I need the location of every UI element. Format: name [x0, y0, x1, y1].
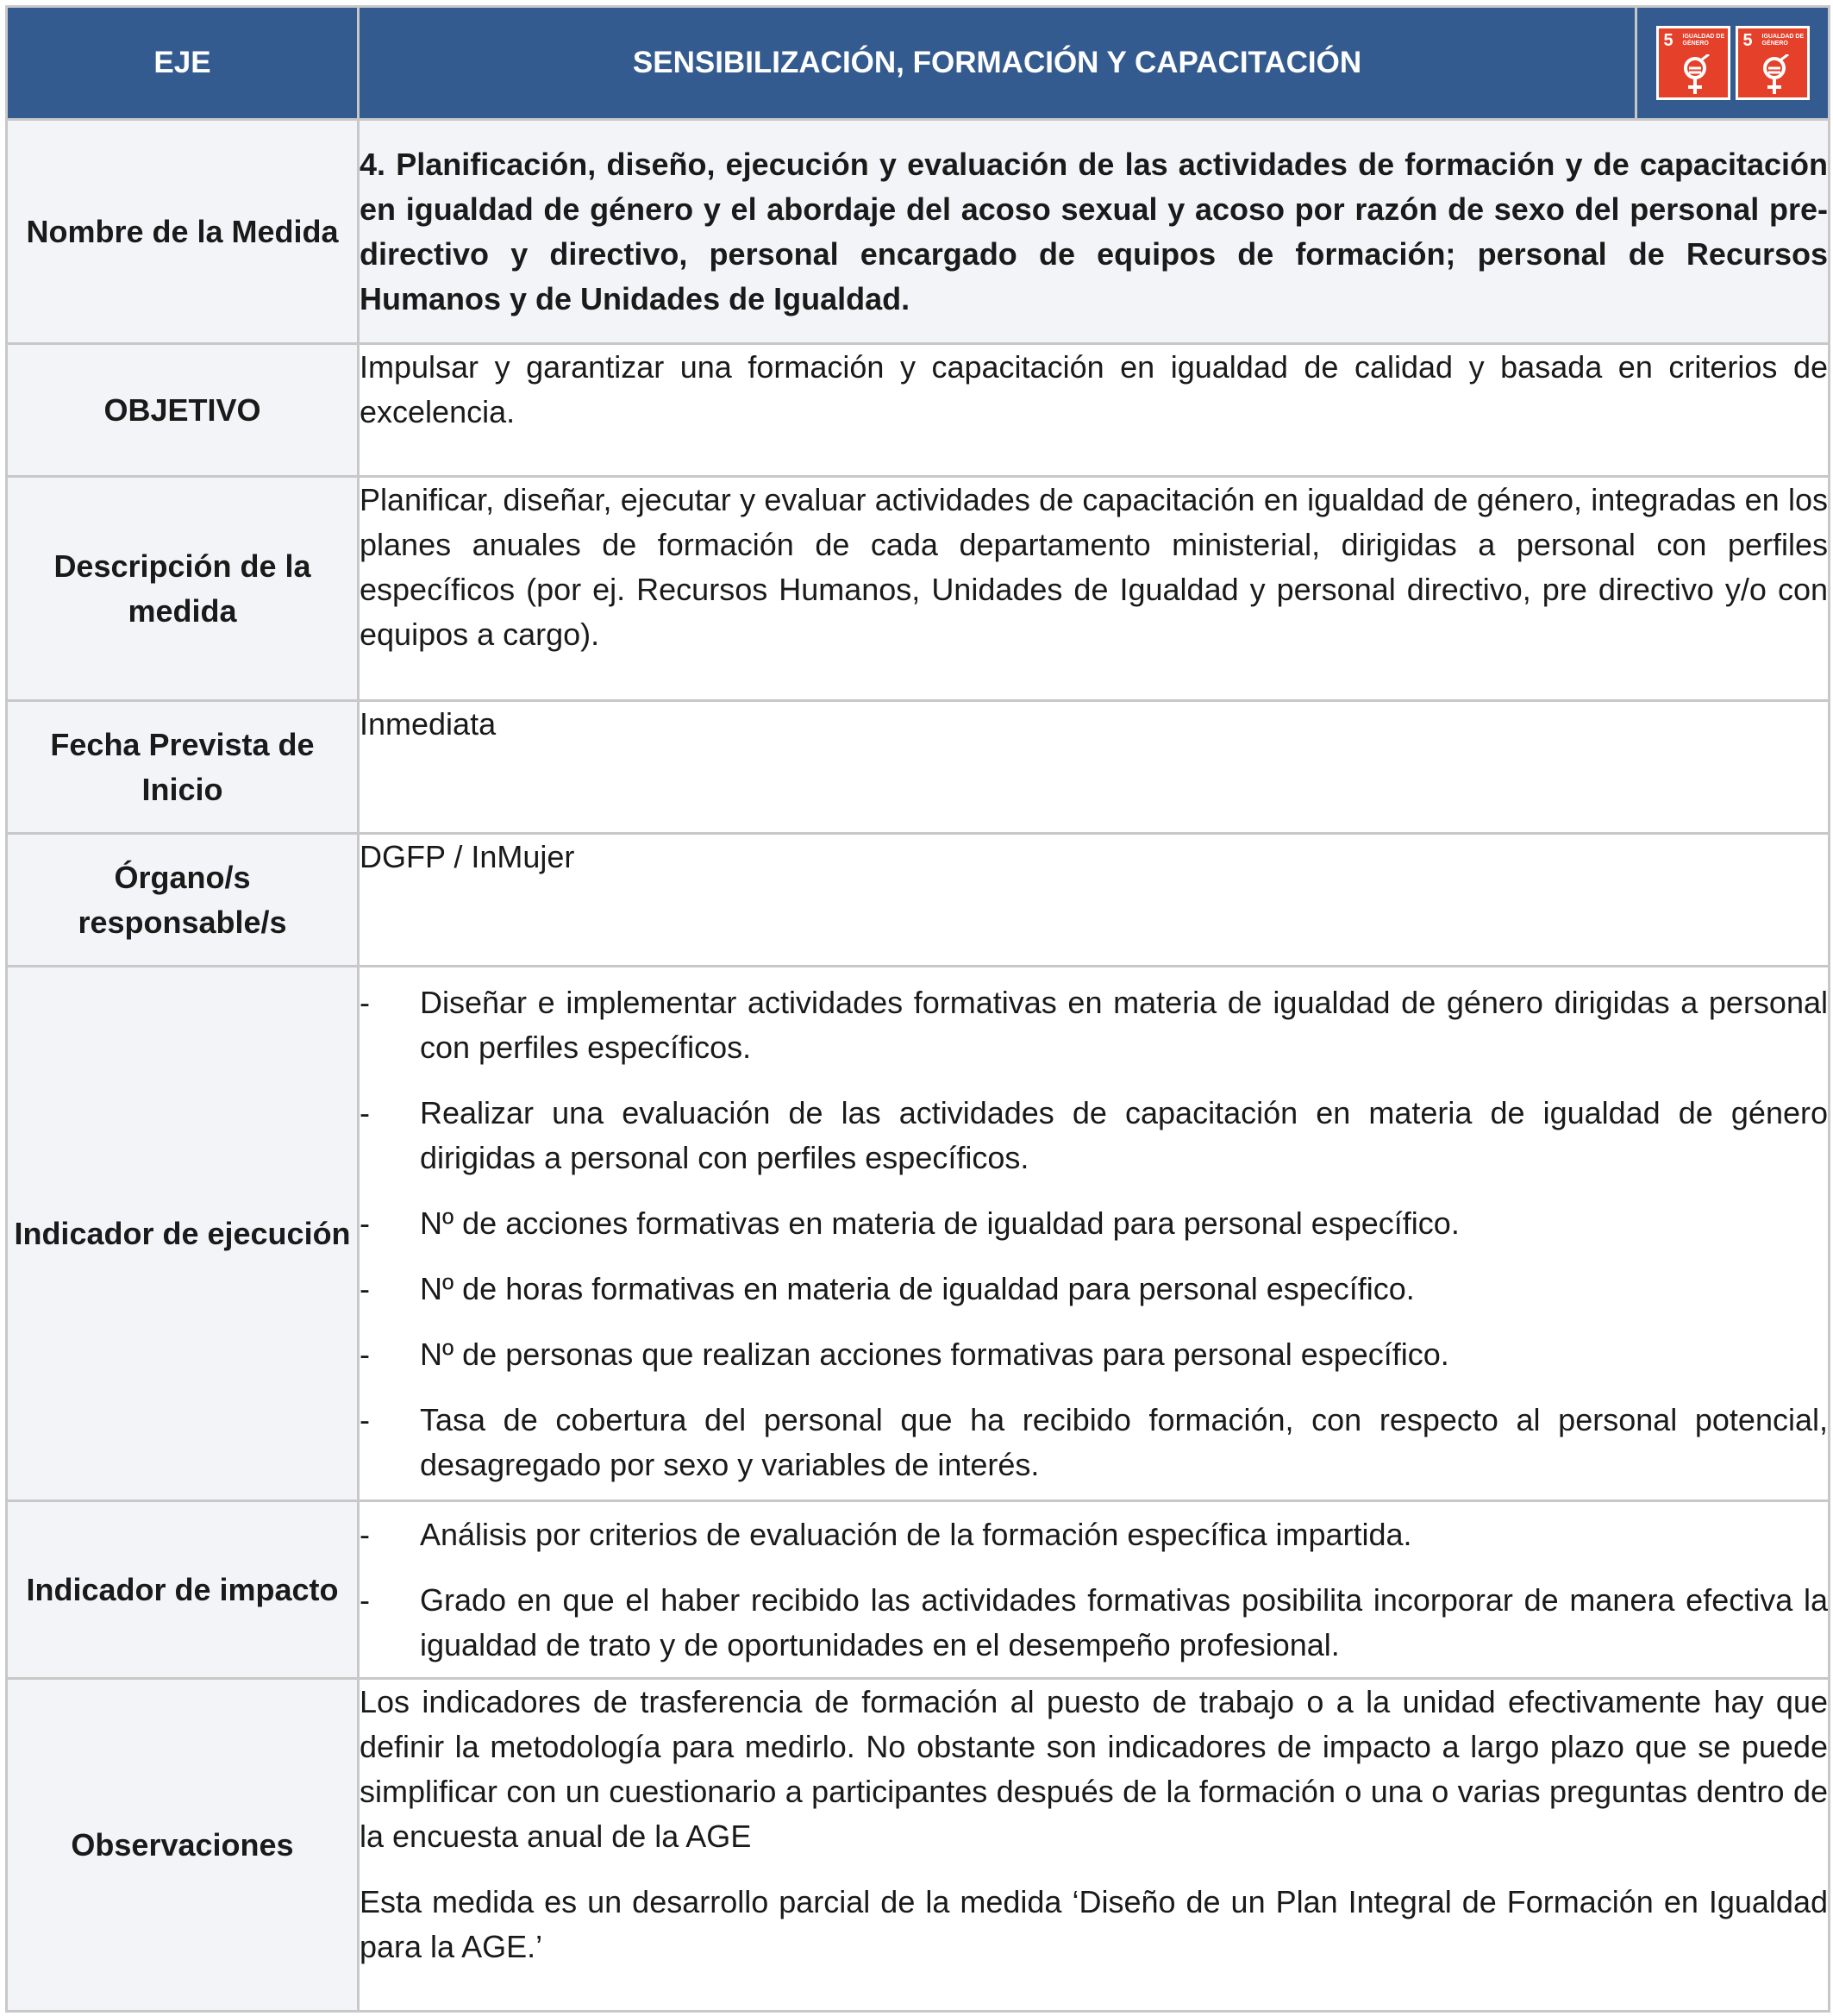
- list-item: - Nº de acciones formativas en materia de igualdad para personal específico.: [360, 1201, 1828, 1246]
- list-item: - Tasa de cobertura del personal que ha recibido formación, con respecto al personal potencial, desagregado por sexo y variables de interés.: [360, 1398, 1828, 1487]
- sdg-5-logo: [1736, 26, 1810, 100]
- list-item: - Análisis por criterios de evaluación de la formación específica impartida.: [360, 1512, 1828, 1557]
- description-text: Planificar, diseñar, ejecutar y evaluar actividades de capacitación en igualdad de género, integradas en los planes anuales de formación de cada departamento ministerial, dirigidas a personal con perfiles específicos (por ej. Recursos Humanos, Unidades de Igualdad y personal directivo, pre directivo y/o con equipos a cargo).: [359, 477, 1830, 701]
- row-label: Indicador de ejecución: [7, 967, 359, 1501]
- row-label: Indicador de impacto: [7, 1501, 359, 1679]
- list-item: - Nº de horas formativas en materia de igualdad para personal específico.: [360, 1267, 1828, 1312]
- list-item: - Grado en que el haber recibido las actividades formativas posibilita incorporar de manera efectiva la igualdad de trato y de oportunidades en el desempeño profesional.: [360, 1578, 1828, 1668]
- list-item: - Diseñar e implementar actividades formativas en materia de igualdad de género dirigidas a personal con perfiles específicos.: [360, 980, 1828, 1070]
- gender-equality-icon: [1757, 54, 1792, 96]
- row-nombre: [7, 120, 1830, 344]
- sdg-caption: IGUALDAD DE GÉNERO: [1682, 34, 1725, 47]
- row-observaciones: [7, 1679, 1830, 2012]
- observations: [359, 1679, 1830, 2012]
- row-descripcion: [7, 477, 1830, 701]
- observation-paragraph: Los indicadores de trasferencia de formación al puesto de trabajo o a la unidad efectivamente hay que definir la metodología para medirlo. No obstante son indicadores de impacto a largo plazo que se puede simplificar con un cuestionario a participantes después de la formación o una o varias preguntas dentro de la encuesta anual de la AGE: [360, 1684, 1828, 1854]
- header-row: [7, 7, 1830, 120]
- objective-text: Impulsar y garantizar una formación y capacitación en igualdad de calidad y basada en criterios de excelencia.: [359, 344, 1830, 477]
- row-label: Descripción de la medida: [7, 477, 359, 701]
- row-label: Órgano/s responsable/s: [7, 834, 359, 967]
- sdg-logos: [1636, 7, 1830, 120]
- list-item: - Realizar una evaluación de las actividades de capacitación en materia de igualdad de género dirigidas a personal con perfiles específicos.: [360, 1091, 1828, 1180]
- row-fecha: [7, 701, 1830, 834]
- gender-equality-icon: [1678, 54, 1712, 96]
- measure-sheet: [5, 5, 1830, 2013]
- row-label: Fecha Prevista de Inicio: [7, 701, 359, 834]
- measure-name: 4. Planificación, diseño, ejecución y evaluación de las actividades de formación y de capacitación en igualdad de género y el abordaje del acoso sexual y acoso por razón de sexo del personal pre-directivo y directivo, personal encargado de equipos de formación; personal de Recursos Humanos y de Unidades de Igualdad.: [359, 120, 1830, 344]
- sdg-number: 5: [1663, 31, 1673, 50]
- row-objetivo: [7, 344, 1830, 477]
- observation-paragraph: Esta medida es un desarrollo parcial de la medida ‘Diseño de un Plan Integral de Formación en Igualdad para la AGE.’: [360, 1884, 1828, 1964]
- sdg-number: 5: [1742, 31, 1753, 50]
- row-label: Observaciones: [7, 1679, 359, 2012]
- row-impacto: [7, 1501, 1830, 1679]
- eje-title: SENSIBILIZACIÓN, FORMACIÓN Y CAPACITACIÓN: [359, 7, 1636, 120]
- impact-indicators: [359, 1501, 1830, 1679]
- row-label: OBJETIVO: [7, 344, 359, 477]
- start-date: Inmediata: [359, 701, 1830, 834]
- row-ejecucion: [7, 967, 1830, 1501]
- execution-indicators: [359, 967, 1830, 1501]
- row-label: Nombre de la Medida: [7, 120, 359, 344]
- list-item: - Nº de personas que realizan acciones formativas para personal específico.: [360, 1332, 1828, 1377]
- row-organo: [7, 834, 1830, 967]
- responsible-body: DGFP / InMujer: [359, 834, 1830, 967]
- eje-label: EJE: [7, 7, 359, 120]
- sdg-caption: IGUALDAD DE GÉNERO: [1761, 34, 1805, 47]
- sdg-5-logo: [1656, 26, 1730, 100]
